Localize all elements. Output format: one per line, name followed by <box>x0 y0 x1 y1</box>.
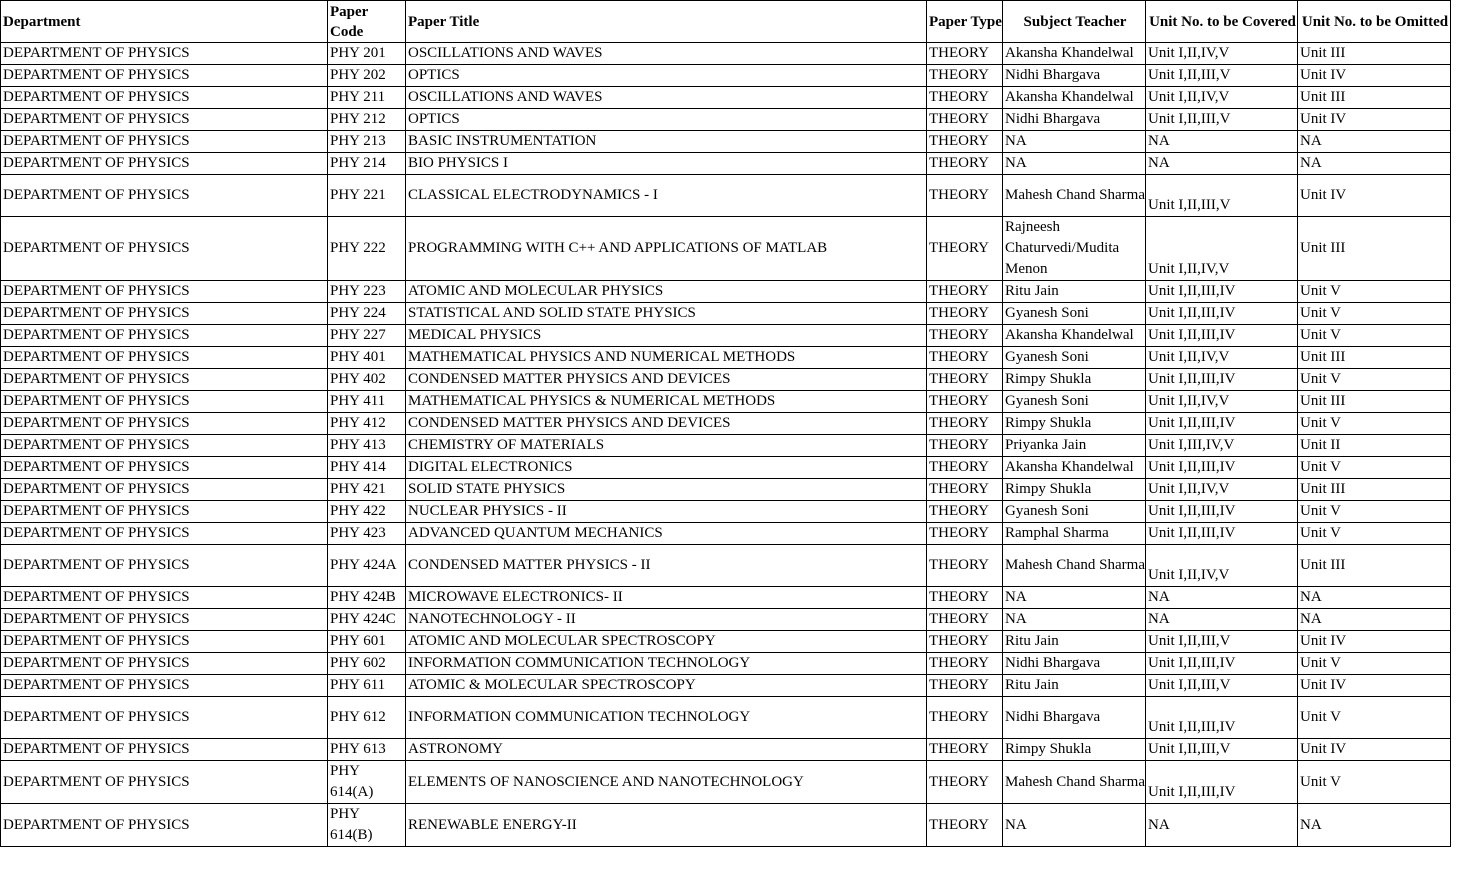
cell-paper-type: THEORY <box>927 109 1003 131</box>
cell-department: DEPARTMENT OF PHYSICS <box>1 545 328 587</box>
cell-paper-code: PHY 424A <box>328 545 406 587</box>
cell-subject-teacher: Mahesh Chand Sharma <box>1003 761 1146 804</box>
cell-department: DEPARTMENT OF PHYSICS <box>1 609 328 631</box>
cell-paper-code: PHY 613 <box>328 739 406 761</box>
cell-paper-code: PHY 202 <box>328 65 406 87</box>
cell-units-covered: Unit I,II,III,IV <box>1146 303 1298 325</box>
cell-paper-title: OPTICS <box>406 109 927 131</box>
cell-paper-code: PHY 221 <box>328 175 406 217</box>
cell-subject-teacher: Gyanesh Soni <box>1003 501 1146 523</box>
cell-units-covered: Unit I,II,III,IV <box>1146 653 1298 675</box>
cell-paper-title: NUCLEAR PHYSICS - II <box>406 501 927 523</box>
cell-paper-type: THEORY <box>927 435 1003 457</box>
cell-paper-title: CONDENSED MATTER PHYSICS - II <box>406 545 927 587</box>
cell-department: DEPARTMENT OF PHYSICS <box>1 435 328 457</box>
cell-department: DEPARTMENT OF PHYSICS <box>1 761 328 804</box>
cell-paper-title: CLASSICAL ELECTRODYNAMICS - I <box>406 175 927 217</box>
cell-units-omitted: NA <box>1298 587 1451 609</box>
cell-paper-title: MATHEMATICAL PHYSICS & NUMERICAL METHODS <box>406 391 927 413</box>
cell-subject-teacher: Mahesh Chand Sharma <box>1003 545 1146 587</box>
cell-department: DEPARTMENT OF PHYSICS <box>1 675 328 697</box>
cell-subject-teacher: Mahesh Chand Sharma <box>1003 175 1146 217</box>
cell-paper-type: THEORY <box>927 303 1003 325</box>
cell-paper-type: THEORY <box>927 457 1003 479</box>
cell-units-omitted: Unit III <box>1298 545 1451 587</box>
cell-department: DEPARTMENT OF PHYSICS <box>1 109 328 131</box>
cell-paper-code: PHY 214 <box>328 153 406 175</box>
cell-paper-type: THEORY <box>927 43 1003 65</box>
cell-subject-teacher: NA <box>1003 609 1146 631</box>
cell-units-omitted: Unit V <box>1298 697 1451 739</box>
cell-paper-title: MICROWAVE ELECTRONICS- II <box>406 587 927 609</box>
cell-units-omitted: NA <box>1298 609 1451 631</box>
table-row <box>1 653 1451 675</box>
cell-units-covered: Unit I,II,III,IV <box>1146 697 1298 739</box>
table-row <box>1 457 1451 479</box>
table-row <box>1 631 1451 653</box>
cell-paper-title: SOLID STATE PHYSICS <box>406 479 927 501</box>
cell-paper-title: CHEMISTRY OF MATERIALS <box>406 435 927 457</box>
cell-units-omitted: Unit V <box>1298 281 1451 303</box>
cell-units-covered: Unit I,II,III,IV <box>1146 501 1298 523</box>
cell-subject-teacher: Akansha Khandelwal <box>1003 325 1146 347</box>
cell-paper-code: PHY 227 <box>328 325 406 347</box>
cell-paper-title: PROGRAMMING WITH C++ AND APPLICATIONS OF MATLAB <box>406 217 927 281</box>
table-row <box>1 675 1451 697</box>
cell-subject-teacher: Ritu Jain <box>1003 281 1146 303</box>
cell-paper-code: PHY 423 <box>328 523 406 545</box>
cell-paper-title: ATOMIC AND MOLECULAR PHYSICS <box>406 281 927 303</box>
cell-department: DEPARTMENT OF PHYSICS <box>1 391 328 413</box>
cell-units-covered: Unit I,II,III,V <box>1146 175 1298 217</box>
cell-paper-type: THEORY <box>927 153 1003 175</box>
cell-units-omitted: Unit II <box>1298 435 1451 457</box>
cell-paper-title: ATOMIC & MOLECULAR SPECTROSCOPY <box>406 675 927 697</box>
cell-paper-type: THEORY <box>927 347 1003 369</box>
cell-paper-title: BASIC INSTRUMENTATION <box>406 131 927 153</box>
cell-subject-teacher: Nidhi Bhargava <box>1003 109 1146 131</box>
cell-paper-type: THEORY <box>927 587 1003 609</box>
table-row <box>1 413 1451 435</box>
cell-units-omitted: Unit IV <box>1298 739 1451 761</box>
table-row <box>1 153 1451 175</box>
cell-paper-title: OPTICS <box>406 65 927 87</box>
cell-paper-code: PHY 601 <box>328 631 406 653</box>
cell-subject-teacher: Ritu Jain <box>1003 631 1146 653</box>
cell-paper-type: THEORY <box>927 609 1003 631</box>
cell-units-covered: Unit I,II,III,V <box>1146 109 1298 131</box>
cell-department: DEPARTMENT OF PHYSICS <box>1 347 328 369</box>
cell-department: DEPARTMENT OF PHYSICS <box>1 325 328 347</box>
cell-subject-teacher: Gyanesh Soni <box>1003 347 1146 369</box>
table-row <box>1 609 1451 631</box>
cell-department: DEPARTMENT OF PHYSICS <box>1 153 328 175</box>
header-subject-teacher: Subject Teacher <box>1003 1 1146 43</box>
cell-subject-teacher: Nidhi Bhargava <box>1003 65 1146 87</box>
cell-units-covered: Unit I,II,III,V <box>1146 675 1298 697</box>
cell-units-covered: Unit I,II,III,IV <box>1146 761 1298 804</box>
table-row <box>1 545 1451 587</box>
cell-units-omitted: Unit III <box>1298 391 1451 413</box>
header-units-omitted: Unit No. to be Omitted <box>1298 1 1451 43</box>
cell-units-omitted: Unit III <box>1298 347 1451 369</box>
cell-units-omitted: Unit V <box>1298 369 1451 391</box>
cell-paper-code: PHY 612 <box>328 697 406 739</box>
cell-paper-type: THEORY <box>927 175 1003 217</box>
cell-paper-title: RENEWABLE ENERGY-II <box>406 804 927 847</box>
cell-units-omitted: Unit V <box>1298 413 1451 435</box>
cell-paper-title: CONDENSED MATTER PHYSICS AND DEVICES <box>406 369 927 391</box>
cell-paper-code: PHY 614(B) <box>328 804 406 847</box>
cell-units-covered: NA <box>1146 609 1298 631</box>
table-row <box>1 761 1451 804</box>
cell-units-omitted: NA <box>1298 153 1451 175</box>
cell-department: DEPARTMENT OF PHYSICS <box>1 587 328 609</box>
table-row <box>1 369 1451 391</box>
cell-paper-code: PHY 421 <box>328 479 406 501</box>
cell-department: DEPARTMENT OF PHYSICS <box>1 281 328 303</box>
table-row <box>1 391 1451 413</box>
cell-subject-teacher: Ramphal Sharma <box>1003 523 1146 545</box>
cell-department: DEPARTMENT OF PHYSICS <box>1 175 328 217</box>
cell-paper-title: OSCILLATIONS AND WAVES <box>406 87 927 109</box>
cell-paper-code: PHY 223 <box>328 281 406 303</box>
cell-department: DEPARTMENT OF PHYSICS <box>1 131 328 153</box>
header-row <box>1 1 1451 43</box>
cell-subject-teacher: Akansha Khandelwal <box>1003 87 1146 109</box>
cell-paper-type: THEORY <box>927 65 1003 87</box>
cell-units-omitted: Unit V <box>1298 501 1451 523</box>
cell-units-omitted: Unit V <box>1298 325 1451 347</box>
cell-subject-teacher: Rajneesh Chaturvedi/Mudita Menon <box>1003 217 1146 281</box>
cell-department: DEPARTMENT OF PHYSICS <box>1 303 328 325</box>
cell-paper-code: PHY 224 <box>328 303 406 325</box>
cell-units-omitted: Unit IV <box>1298 65 1451 87</box>
cell-subject-teacher: NA <box>1003 153 1146 175</box>
cell-paper-code: PHY 211 <box>328 87 406 109</box>
cell-units-omitted: Unit V <box>1298 653 1451 675</box>
cell-department: DEPARTMENT OF PHYSICS <box>1 697 328 739</box>
cell-subject-teacher: Gyanesh Soni <box>1003 391 1146 413</box>
cell-paper-title: ASTRONOMY <box>406 739 927 761</box>
cell-department: DEPARTMENT OF PHYSICS <box>1 479 328 501</box>
cell-paper-title: INFORMATION COMMUNICATION TECHNOLOGY <box>406 653 927 675</box>
cell-paper-type: THEORY <box>927 653 1003 675</box>
cell-department: DEPARTMENT OF PHYSICS <box>1 523 328 545</box>
cell-paper-code: PHY 213 <box>328 131 406 153</box>
cell-subject-teacher: Akansha Khandelwal <box>1003 43 1146 65</box>
cell-department: DEPARTMENT OF PHYSICS <box>1 653 328 675</box>
cell-paper-type: THEORY <box>927 131 1003 153</box>
cell-paper-title: MEDICAL PHYSICS <box>406 325 927 347</box>
cell-department: DEPARTMENT OF PHYSICS <box>1 457 328 479</box>
cell-subject-teacher: NA <box>1003 131 1146 153</box>
cell-paper-title: INFORMATION COMMUNICATION TECHNOLOGY <box>406 697 927 739</box>
cell-paper-type: THEORY <box>927 501 1003 523</box>
table-row <box>1 217 1451 281</box>
cell-units-covered: Unit I,II,IV,V <box>1146 87 1298 109</box>
cell-units-covered: Unit I,II,IV,V <box>1146 43 1298 65</box>
cell-units-omitted: Unit III <box>1298 479 1451 501</box>
cell-paper-type: THEORY <box>927 217 1003 281</box>
cell-paper-title: BIO PHYSICS I <box>406 153 927 175</box>
cell-units-covered: Unit I,III,IV,V <box>1146 435 1298 457</box>
cell-units-covered: Unit I,II,IV,V <box>1146 545 1298 587</box>
cell-subject-teacher: Gyanesh Soni <box>1003 303 1146 325</box>
table-row <box>1 65 1451 87</box>
cell-units-covered: Unit I,II,III,IV <box>1146 281 1298 303</box>
cell-paper-type: THEORY <box>927 325 1003 347</box>
table-row <box>1 435 1451 457</box>
cell-subject-teacher: Rimpy Shukla <box>1003 479 1146 501</box>
cell-units-omitted: Unit IV <box>1298 675 1451 697</box>
cell-units-covered: NA <box>1146 587 1298 609</box>
cell-units-omitted: Unit IV <box>1298 109 1451 131</box>
cell-subject-teacher: Priyanka Jain <box>1003 435 1146 457</box>
cell-units-covered: Unit I,II,IV,V <box>1146 347 1298 369</box>
header-paper-type: Paper Type <box>927 1 1003 43</box>
table-row <box>1 479 1451 501</box>
cell-units-covered: NA <box>1146 804 1298 847</box>
header-paper-code: Paper Code <box>328 1 406 43</box>
cell-paper-type: THEORY <box>927 761 1003 804</box>
cell-subject-teacher: Nidhi Bhargava <box>1003 697 1146 739</box>
header-units-covered: Unit No. to be Covered <box>1146 1 1298 43</box>
cell-paper-code: PHY 424C <box>328 609 406 631</box>
cell-units-covered: Unit I,II,III,V <box>1146 739 1298 761</box>
cell-department: DEPARTMENT OF PHYSICS <box>1 43 328 65</box>
table-row <box>1 325 1451 347</box>
cell-paper-code: PHY 422 <box>328 501 406 523</box>
cell-paper-type: THEORY <box>927 369 1003 391</box>
cell-paper-type: THEORY <box>927 281 1003 303</box>
cell-paper-type: THEORY <box>927 697 1003 739</box>
cell-units-omitted: Unit III <box>1298 43 1451 65</box>
cell-department: DEPARTMENT OF PHYSICS <box>1 804 328 847</box>
cell-paper-type: THEORY <box>927 87 1003 109</box>
cell-units-omitted: Unit V <box>1298 523 1451 545</box>
cell-department: DEPARTMENT OF PHYSICS <box>1 217 328 281</box>
table-row <box>1 303 1451 325</box>
cell-paper-title: OSCILLATIONS AND WAVES <box>406 43 927 65</box>
cell-paper-title: DIGITAL ELECTRONICS <box>406 457 927 479</box>
cell-paper-type: THEORY <box>927 675 1003 697</box>
cell-subject-teacher: NA <box>1003 804 1146 847</box>
cell-department: DEPARTMENT OF PHYSICS <box>1 501 328 523</box>
cell-units-omitted: Unit IV <box>1298 175 1451 217</box>
cell-paper-title: NANOTECHNOLOGY - II <box>406 609 927 631</box>
cell-paper-type: THEORY <box>927 391 1003 413</box>
cell-units-omitted: Unit V <box>1298 761 1451 804</box>
table-row <box>1 109 1451 131</box>
cell-units-omitted: Unit V <box>1298 303 1451 325</box>
cell-units-covered: Unit I,II,III,IV <box>1146 457 1298 479</box>
cell-units-omitted: Unit IV <box>1298 631 1451 653</box>
cell-paper-title: STATISTICAL AND SOLID STATE PHYSICS <box>406 303 927 325</box>
table-row <box>1 739 1451 761</box>
cell-units-covered: Unit I,II,IV,V <box>1146 217 1298 281</box>
cell-subject-teacher: Rimpy Shukla <box>1003 413 1146 435</box>
cell-subject-teacher: Nidhi Bhargava <box>1003 653 1146 675</box>
cell-paper-code: PHY 424B <box>328 587 406 609</box>
cell-subject-teacher: Akansha Khandelwal <box>1003 457 1146 479</box>
cell-units-covered: Unit I,II,IV,V <box>1146 391 1298 413</box>
cell-paper-code: PHY 222 <box>328 217 406 281</box>
cell-units-covered: Unit I,II,III,IV <box>1146 413 1298 435</box>
cell-paper-type: THEORY <box>927 631 1003 653</box>
cell-subject-teacher: Ritu Jain <box>1003 675 1146 697</box>
cell-units-omitted: Unit V <box>1298 457 1451 479</box>
cell-paper-type: THEORY <box>927 479 1003 501</box>
cell-paper-code: PHY 602 <box>328 653 406 675</box>
cell-units-covered: Unit I,II,III,V <box>1146 631 1298 653</box>
cell-paper-title: CONDENSED MATTER PHYSICS AND DEVICES <box>406 413 927 435</box>
table-row <box>1 347 1451 369</box>
cell-department: DEPARTMENT OF PHYSICS <box>1 631 328 653</box>
cell-units-covered: Unit I,II,III,IV <box>1146 523 1298 545</box>
table-row <box>1 43 1451 65</box>
cell-units-covered: NA <box>1146 131 1298 153</box>
cell-units-covered: Unit I,II,III,IV <box>1146 325 1298 347</box>
table-row <box>1 804 1451 847</box>
cell-department: DEPARTMENT OF PHYSICS <box>1 369 328 391</box>
cell-paper-code: PHY 414 <box>328 457 406 479</box>
cell-paper-type: THEORY <box>927 739 1003 761</box>
cell-paper-type: THEORY <box>927 804 1003 847</box>
header-paper-title: Paper Title <box>406 1 927 43</box>
cell-department: DEPARTMENT OF PHYSICS <box>1 739 328 761</box>
cell-paper-code: PHY 201 <box>328 43 406 65</box>
cell-units-omitted: NA <box>1298 804 1451 847</box>
table-row <box>1 87 1451 109</box>
cell-units-omitted: Unit III <box>1298 217 1451 281</box>
header-department: Department <box>1 1 328 43</box>
cell-paper-type: THEORY <box>927 523 1003 545</box>
table-body <box>1 43 1451 847</box>
cell-units-covered: Unit I,II,IV,V <box>1146 479 1298 501</box>
cell-paper-title: ADVANCED QUANTUM MECHANICS <box>406 523 927 545</box>
cell-subject-teacher: Rimpy Shukla <box>1003 739 1146 761</box>
table-row <box>1 131 1451 153</box>
table-row <box>1 697 1451 739</box>
cell-paper-code: PHY 614(A) <box>328 761 406 804</box>
cell-paper-code: PHY 402 <box>328 369 406 391</box>
table-row <box>1 523 1451 545</box>
cell-subject-teacher: NA <box>1003 587 1146 609</box>
cell-subject-teacher: Rimpy Shukla <box>1003 369 1146 391</box>
cell-paper-code: PHY 412 <box>328 413 406 435</box>
cell-units-omitted: NA <box>1298 131 1451 153</box>
cell-paper-title: ELEMENTS OF NANOSCIENCE AND NANOTECHNOLOGY <box>406 761 927 804</box>
cell-units-covered: Unit I,II,III,V <box>1146 65 1298 87</box>
cell-department: DEPARTMENT OF PHYSICS <box>1 413 328 435</box>
table-row <box>1 175 1451 217</box>
cell-paper-code: PHY 411 <box>328 391 406 413</box>
cell-paper-code: PHY 212 <box>328 109 406 131</box>
table-row <box>1 587 1451 609</box>
cell-paper-code: PHY 401 <box>328 347 406 369</box>
table-row <box>1 281 1451 303</box>
cell-units-omitted: Unit III <box>1298 87 1451 109</box>
table-row <box>1 501 1451 523</box>
cell-units-covered: NA <box>1146 153 1298 175</box>
cell-department: DEPARTMENT OF PHYSICS <box>1 87 328 109</box>
cell-paper-code: PHY 413 <box>328 435 406 457</box>
cell-department: DEPARTMENT OF PHYSICS <box>1 65 328 87</box>
cell-paper-type: THEORY <box>927 545 1003 587</box>
cell-paper-type: THEORY <box>927 413 1003 435</box>
cell-paper-title: ATOMIC AND MOLECULAR SPECTROSCOPY <box>406 631 927 653</box>
cell-paper-code: PHY 611 <box>328 675 406 697</box>
cell-units-covered: Unit I,II,III,IV <box>1146 369 1298 391</box>
cell-paper-title: MATHEMATICAL PHYSICS AND NUMERICAL METHODS <box>406 347 927 369</box>
